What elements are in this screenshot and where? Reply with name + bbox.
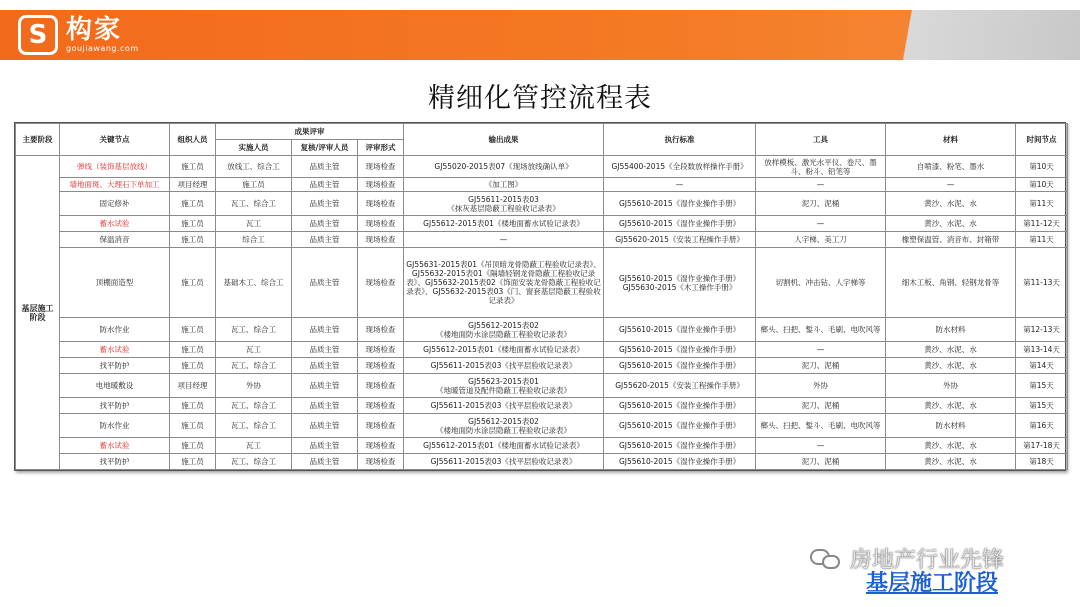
review-form-cell: 现场检查 [358, 156, 404, 178]
standard-cell: GJ55620-2015《安装工程操作手册》 [604, 374, 756, 398]
reviewer-cell: 品质主管 [292, 192, 358, 216]
process-table-sheet [14, 122, 1066, 471]
review-form-cell: 现场检查 [358, 342, 404, 358]
organizer-cell: 施工员 [170, 358, 216, 374]
time-cell: 第12-13天 [1016, 318, 1068, 342]
output-cell: — [404, 232, 604, 248]
reviewer-cell: 品质主管 [292, 156, 358, 178]
output-cell: GJ55612-2015表01《楼地面蓄水试验记录表》 [404, 216, 604, 232]
table-row [16, 216, 1068, 232]
time-cell: 第18天 [1016, 454, 1068, 470]
table-row [16, 248, 1068, 318]
review-form-cell: 现场检查 [358, 318, 404, 342]
organizer-cell: 施工员 [170, 414, 216, 438]
organizer-cell: 项目经理 [170, 178, 216, 192]
materials-cell: 黄沙、水泥、水 [886, 358, 1016, 374]
standard-cell: GJ55610-2015《湿作业操作手册》 [604, 342, 756, 358]
organizer-cell: 施工员 [170, 398, 216, 414]
organizer-cell: 施工员 [170, 438, 216, 454]
table-row [16, 192, 1068, 216]
reviewer-cell: 品质主管 [292, 216, 358, 232]
output-cell: GJ55612-2015表01《楼地面蓄水试验记录表》 [404, 342, 604, 358]
time-cell: 第15天 [1016, 398, 1068, 414]
output-cell: GJ55611-2015表03 《抹灰基层隐蔽工程验收记录表》 [404, 192, 604, 216]
implementer-cell: 瓦工、综合工 [216, 358, 292, 374]
materials-cell: 橡塑保温管、消音布、封箱带 [886, 232, 1016, 248]
implementer-cell: 基础木工、综合工 [216, 248, 292, 318]
implementer-cell: 瓦工 [216, 438, 292, 454]
reviewer-cell: 品质主管 [292, 374, 358, 398]
output-cell: 《加工图》 [404, 178, 604, 192]
materials-cell: 外协 [886, 374, 1016, 398]
time-cell: 第11天 [1016, 232, 1068, 248]
materials-cell: 黄沙、水泥、水 [886, 438, 1016, 454]
reviewer-cell: 品质主管 [292, 318, 358, 342]
organizer-cell: 施工员 [170, 248, 216, 318]
table-row [16, 156, 1068, 178]
standard-cell: GJ55610-2015《湿作业操作手册》 [604, 454, 756, 470]
implementer-cell: 瓦工、综合工 [216, 414, 292, 438]
header-standard: 执行标准 [604, 124, 756, 156]
tools-cell: 泥刀、泥桶 [756, 454, 886, 470]
reviewer-cell: 品质主管 [292, 342, 358, 358]
table-row [16, 342, 1068, 358]
table-row [16, 318, 1068, 342]
node-cell: 防水作业 [60, 318, 170, 342]
node-cell: 找平防护 [60, 358, 170, 374]
reviewer-cell: 品质主管 [292, 438, 358, 454]
materials-cell: 黄沙、水泥、水 [886, 216, 1016, 232]
node-cell: 找平防护 [60, 454, 170, 470]
materials-cell: 黄沙、水泥、水 [886, 192, 1016, 216]
output-cell: GJ55623-2015表01 《地暖管道及配件隐蔽工程验收记录表》 [404, 374, 604, 398]
review-form-cell: 现场检查 [358, 414, 404, 438]
time-cell: 第17-18天 [1016, 438, 1068, 454]
tools-cell: 泥刀、泥桶 [756, 192, 886, 216]
standard-cell: GJ55610-2015《湿作业操作手册》 [604, 398, 756, 414]
brand-name: 构家 [66, 15, 123, 45]
section-caption[interactable]: 基层施工阶段 [866, 571, 999, 596]
tools-cell: 外协 [756, 374, 886, 398]
header-organizer: 组织人员 [170, 124, 216, 156]
header-band [0, 10, 1080, 60]
time-cell: 第11天 [1016, 192, 1068, 216]
tools-cell: — [756, 216, 886, 232]
time-cell: 第16天 [1016, 414, 1068, 438]
output-cell: GJ55612-2015表02 《楼地面防水涂层隐蔽工程验收记录表》 [404, 318, 604, 342]
tools-cell: 泥刀、泥桶 [756, 398, 886, 414]
output-cell: GJ55611-2015表03《找平层验收记录表》 [404, 398, 604, 414]
page-title: 精细化管控流程表 [428, 83, 652, 114]
implementer-cell: 放线工、综合工 [216, 156, 292, 178]
review-form-cell: 现场检查 [358, 178, 404, 192]
organizer-cell: 项目经理 [170, 374, 216, 398]
header-tools: 工具 [756, 124, 886, 156]
standard-cell: GJ55610-2015《湿作业操作手册》 [604, 438, 756, 454]
time-cell: 第11-13天 [1016, 248, 1068, 318]
process-table [15, 123, 1068, 470]
tools-cell: 榔头、扫把、錾斗、毛刷、电吹风等 [756, 414, 886, 438]
materials-cell: — [886, 178, 1016, 192]
tools-cell: 切割机、冲击钻、人字梯等 [756, 248, 886, 318]
reviewer-cell: 品质主管 [292, 358, 358, 374]
time-cell: 第14天 [1016, 358, 1068, 374]
standard-cell: GJ55610-2015《湿作业操作手册》 [604, 192, 756, 216]
review-form-cell: 现场检查 [358, 192, 404, 216]
time-cell: 第10天 [1016, 178, 1068, 192]
implementer-cell: 外协 [216, 374, 292, 398]
tools-cell: — [756, 438, 886, 454]
review-form-cell: 现场检查 [358, 358, 404, 374]
review-form-cell: 现场检查 [358, 374, 404, 398]
standard-cell: — [604, 178, 756, 192]
table-row [16, 374, 1068, 398]
node-cell: 蓄水试验 [60, 216, 170, 232]
brand-text [66, 16, 139, 54]
materials-cell: 黄沙、水泥、水 [886, 454, 1016, 470]
output-cell: GJ55612-2015表02 《楼地面防水涂层隐蔽工程验收记录表》 [404, 414, 604, 438]
standard-cell: GJ55610-2015《湿作业操作手册》 [604, 414, 756, 438]
reviewer-cell: 品质主管 [292, 454, 358, 470]
table-body [16, 156, 1068, 470]
standard-cell: GJ55610-2015《湿作业操作手册》 [604, 358, 756, 374]
table-row [16, 358, 1068, 374]
tools-cell: 榔头、扫把、錾斗、毛刷、电吹风等 [756, 318, 886, 342]
organizer-cell: 施工员 [170, 454, 216, 470]
table-row [16, 454, 1068, 470]
materials-cell: 防水材料 [886, 318, 1016, 342]
review-form-cell: 现场检查 [358, 454, 404, 470]
organizer-cell: 施工员 [170, 192, 216, 216]
output-cell: GJ55631-2015表01《吊顶暗龙骨隐蔽工程验收记录表》、GJ55632-2015表01《隔墙轻钢龙骨隐蔽工程验收记录表》、GJ55632-2015表02《饰面安装龙骨隐蔽工程验收记录表》、GJ55632-2015表03《门、窗套基层隐蔽工程验收记录表》 [404, 248, 604, 318]
table-row [16, 232, 1068, 248]
table-row [16, 398, 1068, 414]
tools-cell: 放样模板、激光水平仪、卷尺、墨斗、粉斗、铅笔等 [756, 156, 886, 178]
node-cell: 保温消音 [60, 232, 170, 248]
tools-cell: 人字梯、美工刀 [756, 232, 886, 248]
review-form-cell: 现场检查 [358, 398, 404, 414]
node-cell: 弹线（装饰基层放线） [60, 156, 170, 178]
materials-cell: 细木工板、角钢、轻钢龙骨等 [886, 248, 1016, 318]
tools-cell: — [756, 342, 886, 358]
review-form-cell: 现场检查 [358, 248, 404, 318]
standard-cell: GJ55610-2015《湿作业操作手册》 [604, 216, 756, 232]
tools-cell: — [756, 178, 886, 192]
node-cell: 防水作业 [60, 414, 170, 438]
implementer-cell: 瓦工、综合工 [216, 318, 292, 342]
standard-cell: GJ55610-2015《湿作业操作手册》 GJ55630-2015《木工操作手册》 [604, 248, 756, 318]
materials-cell: 黄沙、水泥、水 [886, 342, 1016, 358]
brand-logo[interactable] [18, 15, 139, 55]
review-form-cell: 现场检查 [358, 438, 404, 454]
node-cell: 顶棚面造型 [60, 248, 170, 318]
brand-mark-icon: S [18, 15, 58, 55]
brand-url: goujiawang.com [66, 44, 139, 53]
reviewer-cell: 品质主管 [292, 398, 358, 414]
header-output: 输出成果 [404, 124, 604, 156]
implementer-cell: 瓦工 [216, 342, 292, 358]
output-cell: GJ55611-2015表03《找平层验收记录表》 [404, 358, 604, 374]
watermark-text: 房地产行业先锋 [850, 548, 1005, 573]
header-node: 关键节点 [60, 124, 170, 156]
header-materials: 材料 [886, 124, 1016, 156]
time-cell: 第15天 [1016, 374, 1068, 398]
node-cell: 固定修补 [60, 192, 170, 216]
materials-cell: 黄沙、水泥、水 [886, 398, 1016, 414]
header-reviewer: 复核/评审人员 [292, 140, 358, 156]
implementer-cell: 瓦工、综合工 [216, 398, 292, 414]
implementer-cell: 瓦工、综合工 [216, 192, 292, 216]
implementer-cell: 施工员 [216, 178, 292, 192]
standard-cell: GJ55400-2015《全段数放样操作手册》 [604, 156, 756, 178]
header-review-group: 成果评审 [216, 124, 404, 140]
time-cell: 第13-14天 [1016, 342, 1068, 358]
output-cell: GJ55612-2015表01《楼地面蓄水试验记录表》 [404, 438, 604, 454]
review-form-cell: 现场检查 [358, 232, 404, 248]
tools-cell: 泥刀、泥桶 [756, 358, 886, 374]
standard-cell: GJ55610-2015《湿作业操作手册》 [604, 318, 756, 342]
materials-cell: 防水材料 [886, 414, 1016, 438]
table-row [16, 178, 1068, 192]
implementer-cell: 瓦工、综合工 [216, 454, 292, 470]
header-time: 时间节点 [1016, 124, 1068, 156]
time-cell: 第11-12天 [1016, 216, 1068, 232]
implementer-cell: 综合工 [216, 232, 292, 248]
reviewer-cell: 品质主管 [292, 248, 358, 318]
stage-cell: 基层施工阶段 [16, 156, 60, 470]
header-implementer: 实施人员 [216, 140, 292, 156]
node-cell: 找平防护 [60, 398, 170, 414]
header-stage: 主要阶段 [16, 124, 60, 156]
header-review-form: 评审形式 [358, 140, 404, 156]
table-row [16, 414, 1068, 438]
node-cell: 蓄水试验 [60, 438, 170, 454]
table-row [16, 438, 1068, 454]
node-cell: 蓄水试验 [60, 342, 170, 358]
materials-cell: 自喷漆、粉笔、墨水 [886, 156, 1016, 178]
standard-cell: GJ55620-2015《安装工程操作手册》 [604, 232, 756, 248]
organizer-cell: 施工员 [170, 232, 216, 248]
implementer-cell: 瓦工 [216, 216, 292, 232]
review-form-cell: 现场检查 [358, 216, 404, 232]
output-cell: GJ55611-2015表03《找平层验收记录表》 [404, 454, 604, 470]
organizer-cell: 施工员 [170, 216, 216, 232]
wechat-chat-bubble-icon [810, 547, 844, 571]
organizer-cell: 施工员 [170, 156, 216, 178]
node-cell: 墙地面斑、大理石下单加工 [60, 178, 170, 192]
reviewer-cell: 品质主管 [292, 232, 358, 248]
reviewer-cell: 品质主管 [292, 178, 358, 192]
reviewer-cell: 品质主管 [292, 414, 358, 438]
organizer-cell: 施工员 [170, 342, 216, 358]
time-cell: 第10天 [1016, 156, 1068, 178]
node-cell: 电地暖敷设 [60, 374, 170, 398]
output-cell: GJ55020-2015表07《现场放线确认单》 [404, 156, 604, 178]
organizer-cell: 施工员 [170, 318, 216, 342]
